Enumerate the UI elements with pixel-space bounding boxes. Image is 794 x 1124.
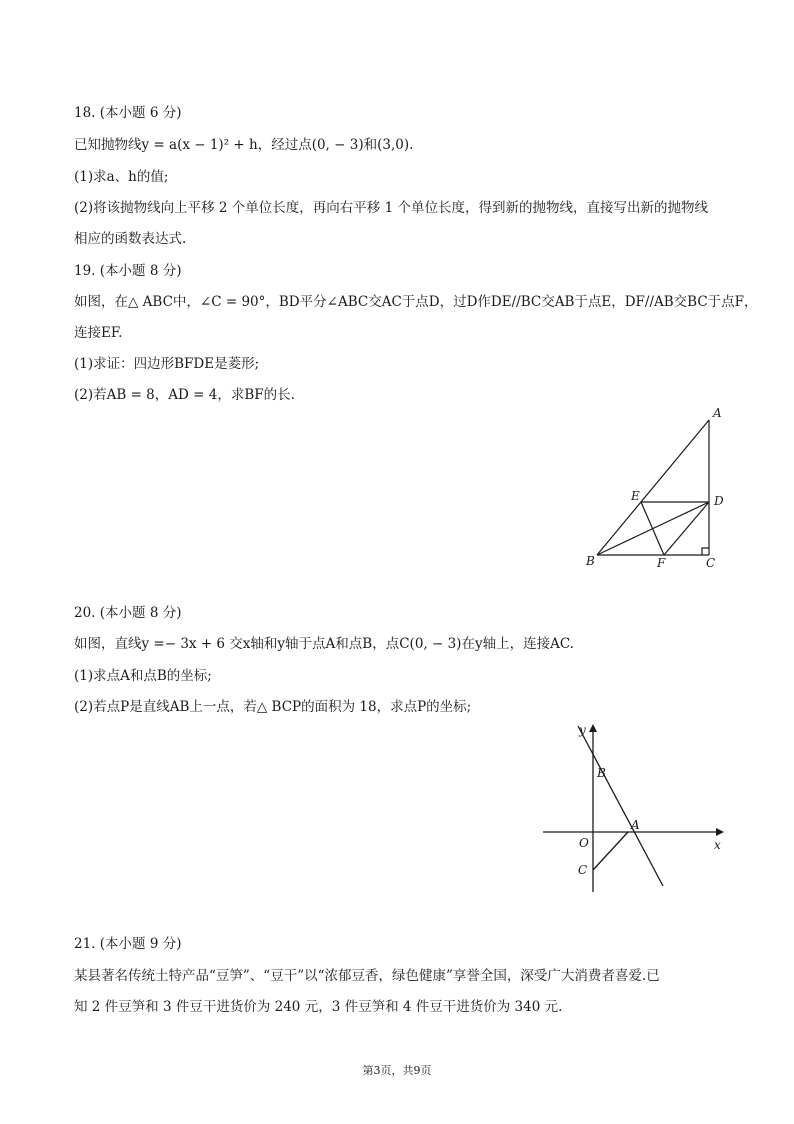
q18-stem: 已知抛物线y = a(x − 1)² + h，经过点(0, − 3)和(3,0). <box>74 137 414 153</box>
segment-AC <box>593 832 628 870</box>
q19-part1: (1)求证：四边形BFDE是菱形; <box>74 356 260 372</box>
q20-part1: (1)求点A和点B的坐标; <box>74 668 212 684</box>
label-E: E <box>631 489 640 503</box>
q19-part2: (2)若AB = 8，AD = 4，求BF的长. <box>74 387 295 403</box>
label-C: C <box>578 863 588 877</box>
q18-part2-line1: (2)将该抛物线向上平移 2 个单位长度，再向右平移 1 个单位长度，得到新的抛物线，直接写出新的抛物线 <box>74 200 708 216</box>
label-B: B <box>586 554 595 568</box>
label-B: B <box>597 766 606 780</box>
q19-heading: 19. (本小题 8 分) <box>74 263 182 279</box>
q19-stem-line2: 连接EF. <box>74 325 123 341</box>
q19-figure <box>580 405 730 575</box>
q19-stem-line1: 如图，在△ ABC中，∠C = 90°，BD平分∠ABC交AC于点D，过D作DE//BC交AB于点E，DF//AB交BC于点F， <box>74 294 758 310</box>
label-x-axis: x <box>714 838 721 852</box>
label-C: C <box>706 556 716 570</box>
label-A: A <box>713 406 722 420</box>
q20-part2: (2)若点P是直线AB上一点，若△ BCP的面积为 18，求点P的坐标; <box>74 699 472 715</box>
q21-heading: 21. (本小题 9 分) <box>74 936 182 952</box>
q18-part2-line2: 相应的函数表达式. <box>74 231 187 247</box>
q20-coordinate-diagram <box>540 722 730 892</box>
page-footer: 第3页，共9页 <box>362 1064 432 1077</box>
label-D: D <box>714 494 724 508</box>
q20-stem: 如图，直线y =− 3x + 6 交x轴和y轴于点A和点B，点C(0, − 3)在y轴上，连接AC. <box>74 636 574 652</box>
q21-stem-line1: 某县著名传统土特产品“豆笋”、“豆干”以“浓郁豆香，绿色健康”享誉全国，深受广大消费者喜爱.已 <box>74 968 660 984</box>
q19-triangle-diagram <box>580 405 730 575</box>
line-AB <box>578 726 663 886</box>
q21-stem-line2: 知 2 件豆笋和 3 件豆干进货价为 240 元，3 件豆笋和 4 件豆干进货价为 340 元. <box>74 999 563 1015</box>
label-F: F <box>657 556 666 570</box>
label-origin-O: O <box>579 836 589 850</box>
q18-heading: 18. (本小题 6 分) <box>74 105 182 121</box>
label-A: A <box>631 818 640 832</box>
segment-DF <box>664 502 709 555</box>
q20-figure <box>540 722 730 892</box>
q20-heading: 20. (本小题 8 分) <box>74 605 182 621</box>
q18-part1: (1)求a、h的值; <box>74 169 169 185</box>
segment-EF <box>641 502 664 555</box>
segment-AB <box>597 420 709 555</box>
label-y-axis: y <box>579 723 586 737</box>
right-angle-mark <box>702 548 709 555</box>
